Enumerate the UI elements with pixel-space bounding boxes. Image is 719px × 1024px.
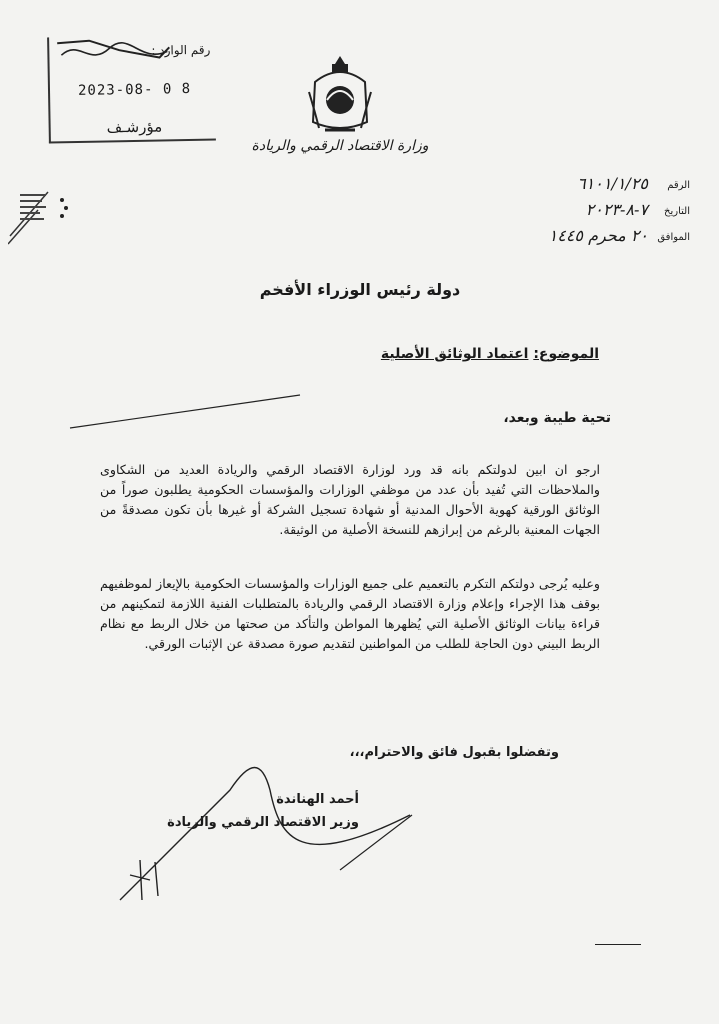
- incoming-date: 2023-08- 0 8: [77, 80, 192, 99]
- reference-hijri-value: ٢٠ محرم ١٤٤٥: [548, 226, 648, 245]
- reference-hijri-row: [490, 226, 690, 252]
- addressee: دولة رئيس الوزراء الأفخم: [259, 280, 461, 299]
- reference-date-value: ٧-٨-٢٠٢٣: [585, 200, 648, 219]
- body-paragraph-2: وعليه يُرجى دولتكم التكرم بالتعميم على جميع الوزارات والمؤسسات الحكومية بالإيعاز لموظفيهم بوقف هذا الإجراء وإعلام وزارة الاقتصاد الرقمي والريادة بالمتطلبات الفنية اللازمة لتمكينهم من قراءة بيانات الوثائق الأصلية التي يُظهرها المواطن والتأكد من صحتها من خلال الربط مع نظام الربط البيني دون الحاجة للطلب من المواطنين لتقديم صورة مصدقة عن الإثبات الورقي.: [100, 576, 600, 651]
- reference-block: [490, 174, 690, 252]
- diagonal-pen-stroke: [70, 395, 300, 428]
- incoming-stamp: [47, 35, 216, 144]
- reference-hijri-label: الموافق: [657, 232, 690, 243]
- reference-number-value: ٦١٠١/١/٢٥: [577, 174, 648, 193]
- greeting: تحية طيبة وبعد،: [503, 410, 611, 426]
- archived-status: مؤرشـف: [106, 117, 163, 137]
- subject-line: [381, 346, 599, 362]
- subject-prefix: الموضوع:: [533, 346, 599, 362]
- closing-line: وتفضلوا بقبول فائق والاحترام،،،: [349, 745, 559, 760]
- subject-text: اعتماد الوثائق الأصلية: [380, 346, 529, 362]
- signature-block: [167, 792, 359, 838]
- reference-number-label: الرقم: [667, 180, 690, 191]
- incoming-number-label: رقم الوارد :: [151, 42, 211, 58]
- reference-date-label: التاريخ: [664, 206, 690, 217]
- reference-date-row: [490, 200, 690, 226]
- signer-name: أحمد الهناندة: [276, 792, 359, 807]
- footer-rule: [595, 944, 641, 945]
- reference-number-row: [490, 174, 690, 200]
- signer-title: وزير الاقتصاد الرقمي والريادة: [167, 815, 359, 830]
- ministry-name: وزارة الاقتصاد الرقمي والريادة: [251, 138, 429, 154]
- jordan-coat-of-arms-icon: [305, 52, 375, 136]
- body-paragraph-1: ارجو ان ابين لدولتكم بانه قد ورد لوزارة الاقتصاد الرقمي والريادة العديد من الشكاوى والملاحظات التي تُفيد بأن عدد من موظفي الوزارات والمؤسسات الحكومية يطلبون صوراً من الوثائق الورقية كهوية الأحوال المدنية أو شهادة تسجيل الشركة أو غيرها بأن تكون مصدقةً من الجهات المعنية بالرغم من إبرازهم للنسخة الأصلية من الوثيقة.: [100, 462, 600, 537]
- side-stamp-icon: [8, 186, 78, 246]
